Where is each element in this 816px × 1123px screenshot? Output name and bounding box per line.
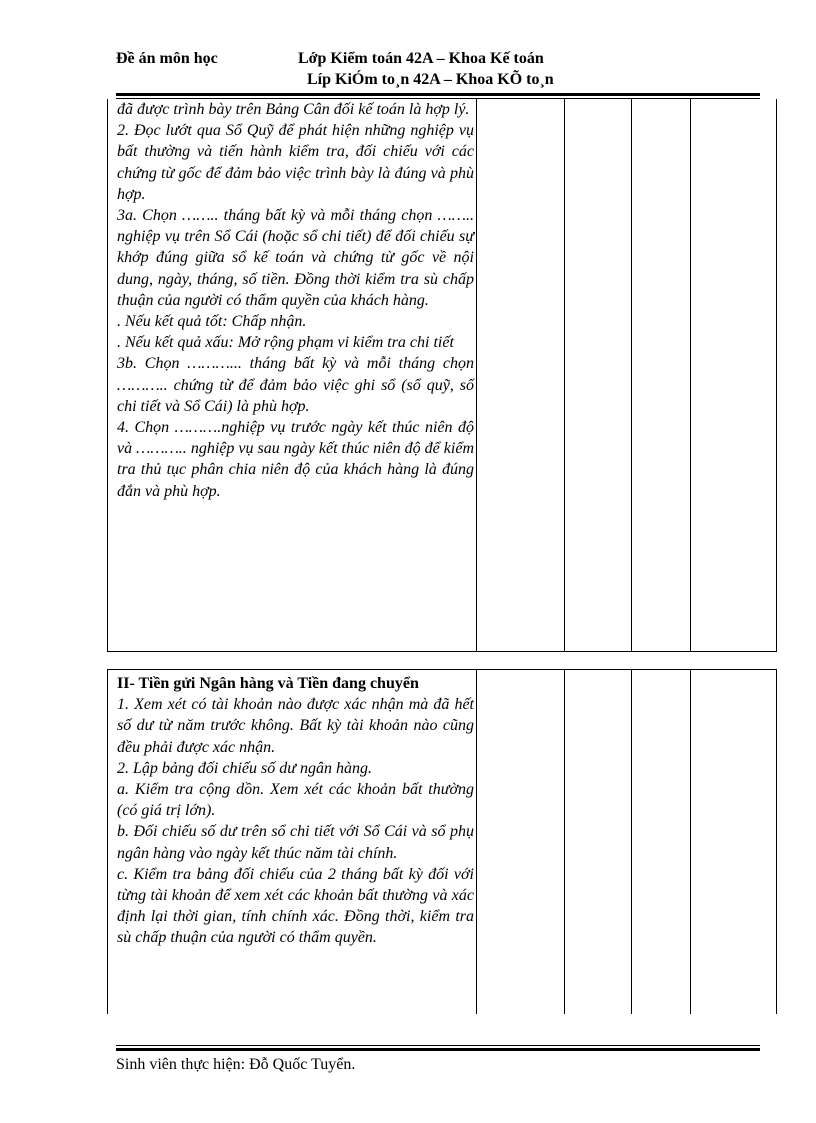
procedure-line: c. Kiểm tra bảng đối chiếu của 2 tháng bất kỳ đối với từng tài khoản để xem xét các khoản bất thường và xác định lại thời gian, tính chính xác. Đồng thời, kiểm tra sù chấp thuận của người có thẩm quyền. — [117, 865, 474, 947]
column-divider — [690, 670, 691, 1014]
procedure-text-2 — [117, 673, 474, 949]
procedure-line: đã được trình bày trên Bảng Cân đối kế toán là hợp lý. — [117, 101, 470, 118]
footer-rule-thick — [116, 1048, 760, 1051]
procedure-line: 1. Xem xét có tài khoản nào được xác nhận mà đã hết số dư từ năm trước không. Bất kỳ tài khoản nào cũng đều phải được xác nhận. — [117, 696, 474, 756]
column-divider — [476, 99, 477, 651]
column-divider — [476, 670, 477, 1014]
procedure-line: . Nếu kết quả tốt: Chấp nhận. — [117, 313, 307, 331]
procedure-line: 4. Chọn ……….nghiệp vụ trước ngày kết thúc niên độ và ……….. nghiệp vụ sau ngày kết thúc niên độ để kiểm tra thủ tục phân chia niên độ của khách hàng là đúng đắn và phù hợp. — [117, 419, 474, 500]
procedure-line: 2. Đọc lướt qua Sổ Quỹ để phát hiện những nghiệp vụ bất thường và tiến hành kiểm tra, đối chiếu với các chứng từ gốc để đảm bảo việc trình bày là đúng và phù hợp. — [117, 122, 474, 203]
column-divider — [631, 99, 632, 651]
procedure-line: a. Kiểm tra cộng dồn. Xem xét các khoản bất thường (có giá trị lớn). — [117, 781, 474, 820]
audit-table-block-1 — [107, 99, 777, 652]
procedure-line: 2. Lập bảng đối chiếu số dư ngân hàng. — [117, 759, 372, 777]
procedure-line: . Nếu kết quả xấu: Mở rộng phạm vi kiểm tra chi tiết — [117, 334, 454, 352]
column-divider — [690, 99, 691, 651]
footer-rule-thin — [116, 1045, 760, 1046]
audit-table-block-2 — [107, 669, 777, 1014]
procedure-text-1 — [117, 99, 474, 502]
header-course-label: Đề án môn học — [116, 50, 218, 67]
procedure-line: b. Đối chiếu số dư trên sổ chi tiết với Sổ Cái và sổ phụ ngân hàng vào ngày kết thúc năm tài chính. — [117, 823, 474, 862]
column-divider — [564, 670, 565, 1014]
header-rule-thick — [116, 93, 760, 96]
procedure-line: 3a. Chọn …….. tháng bất kỳ và mỗi tháng chọn …….. nghiệp vụ trên Sổ Cái (hoặc sổ chi tiết) để đối chiếu sự khớp đúng giữa sổ kế toán và chứng từ gốc về nội dung, ngày, tháng, số tiền. Đồng thời kiểm tra sù chấp thuận của người có thẩm quyền của khách hàng. — [117, 207, 474, 309]
footer-author: Sinh viên thực hiện: Đỗ Quốc Tuyển. — [116, 1056, 356, 1073]
section-title: II- Tiền gửi Ngân hàng và Tiền đang chuyển — [117, 675, 419, 692]
column-divider — [564, 99, 565, 651]
header-class-label: Lớp Kiểm toán 42A – Khoa Kế toán — [298, 50, 544, 67]
procedure-line: 3b. Chọn ………... tháng bất kỳ và mỗi tháng chọn ……….. chứng từ để đảm bảo việc ghi sổ (sổ quỹ, sổ chi tiết và Sổ Cái) là phù hợp. — [117, 355, 474, 415]
column-divider — [631, 670, 632, 1014]
header-class-label-garbled: Líp KiÓm to¸n 42A – Khoa KÕ to¸n — [307, 71, 554, 88]
